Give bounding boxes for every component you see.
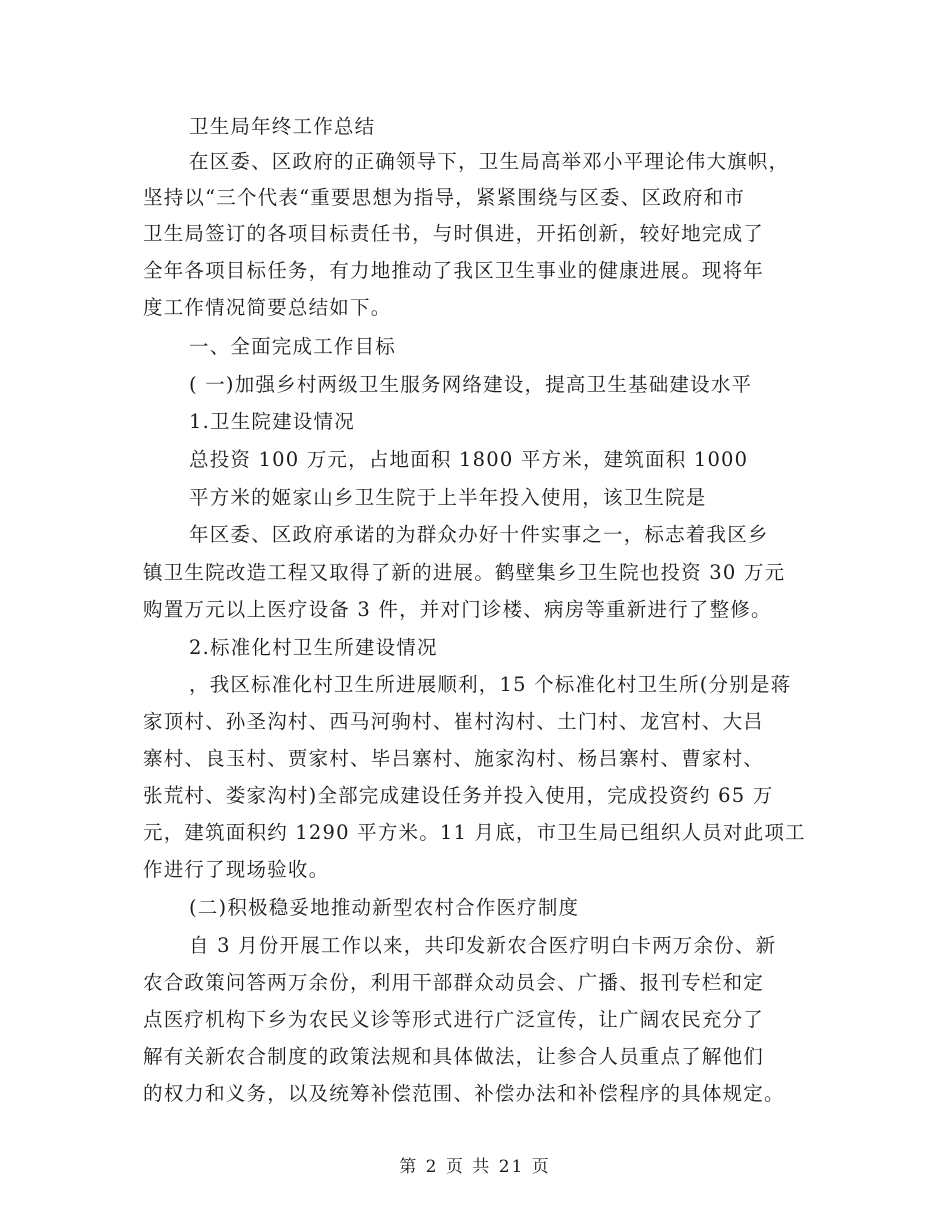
section-heading: 一、全面完成工作目标 bbox=[189, 335, 397, 358]
paragraph-line: 在区委、区政府的正确领导下，卫生局高举邓小平理论伟大旗帜， bbox=[189, 150, 790, 173]
paragraph-line: 家顶村、孙圣沟村、西马河驹村、崔村沟村、土门村、龙宫村、大吕 bbox=[143, 710, 765, 733]
paragraph-line: 镇卫生院改造工程又取得了新的进展。鹤壁集乡卫生院也投资 30 万元 bbox=[143, 561, 786, 584]
item-heading: 2.标准化村卫生所建设情况 bbox=[189, 636, 438, 659]
paragraph-line: 解有关新农合制度的政策法规和具体做法，让参合人员重点了解他们 bbox=[143, 1045, 765, 1068]
paragraph-line: 购置万元以上医疗设备 3 件，并对门诊楼、病房等重新进行了整修。 bbox=[143, 598, 772, 621]
paragraph-line: 寨村、良玉村、贾家村、毕吕寨村、施家沟村、杨吕寨村、曹家村、 bbox=[143, 747, 765, 770]
paragraph-line: 度工作情况简要总结如下。 bbox=[143, 296, 392, 319]
paragraph-line: 坚持以“三个代表“重要思想为指导，紧紧围绕与区委、区政府和市 bbox=[143, 186, 745, 209]
paragraph-line: 点医疗机构下乡为农民义诊等形式进行广泛宣传，让广阔农民充分了 bbox=[143, 1008, 765, 1031]
paragraph-line: 卫生局签订的各项目标责任书，与时俱进，开拓创新，较好地完成了 bbox=[143, 222, 765, 245]
paragraph-line: ，我区标准化村卫生所进展顺利，15 个标准化村卫生所(分别是蒋 bbox=[189, 673, 792, 696]
subsection-heading: ( 一)加强乡村两级卫生服务网络建设，提高卫生基础建设水平 bbox=[189, 373, 753, 396]
document-title: 卫生局年终工作总结 bbox=[189, 115, 376, 138]
page-number-footer: 第 2 页 共 21 页 bbox=[399, 1157, 551, 1177]
item-heading: 1.卫生院建设情况 bbox=[189, 410, 355, 433]
paragraph-line: 总投资 100 万元，占地面积 1800 平方米，建筑面积 1000 bbox=[189, 448, 749, 471]
paragraph-line: 张荒村、娄家沟村)全部完成建设任务并投入使用，完成投资约 65 万 bbox=[143, 784, 774, 807]
subsection-heading: (二)积极稳妥地推动新型农村合作医疗制度 bbox=[189, 896, 580, 919]
paragraph-line: 平方米的姬家山乡卫生院于上半年投入使用，该卫生院是 bbox=[189, 486, 707, 509]
paragraph-line: 元，建筑面积约 1290 平方米。11 月底，市卫生局已组织人员对此项工 bbox=[143, 821, 806, 844]
paragraph-line: 作进行了现场验收。 bbox=[143, 858, 330, 881]
paragraph-line: 年区委、区政府承诺的为群众办好十件实事之一，标志着我区乡 bbox=[189, 523, 769, 546]
paragraph-line: 自 3 月份开展工作以来，共印发新农合医疗明白卡两万余份、新 bbox=[189, 934, 777, 957]
paragraph-line: 的权力和义务，以及统筹补偿范围、补偿办法和补偿程序的具体规定。 bbox=[143, 1082, 785, 1105]
paragraph-line: 全年各项目标任务，有力地推动了我区卫生事业的健康进展。现将年 bbox=[143, 259, 765, 282]
paragraph-line: 农合政策问答两万余份，利用干部群众动员会、广播、报刊专栏和定 bbox=[143, 971, 765, 994]
